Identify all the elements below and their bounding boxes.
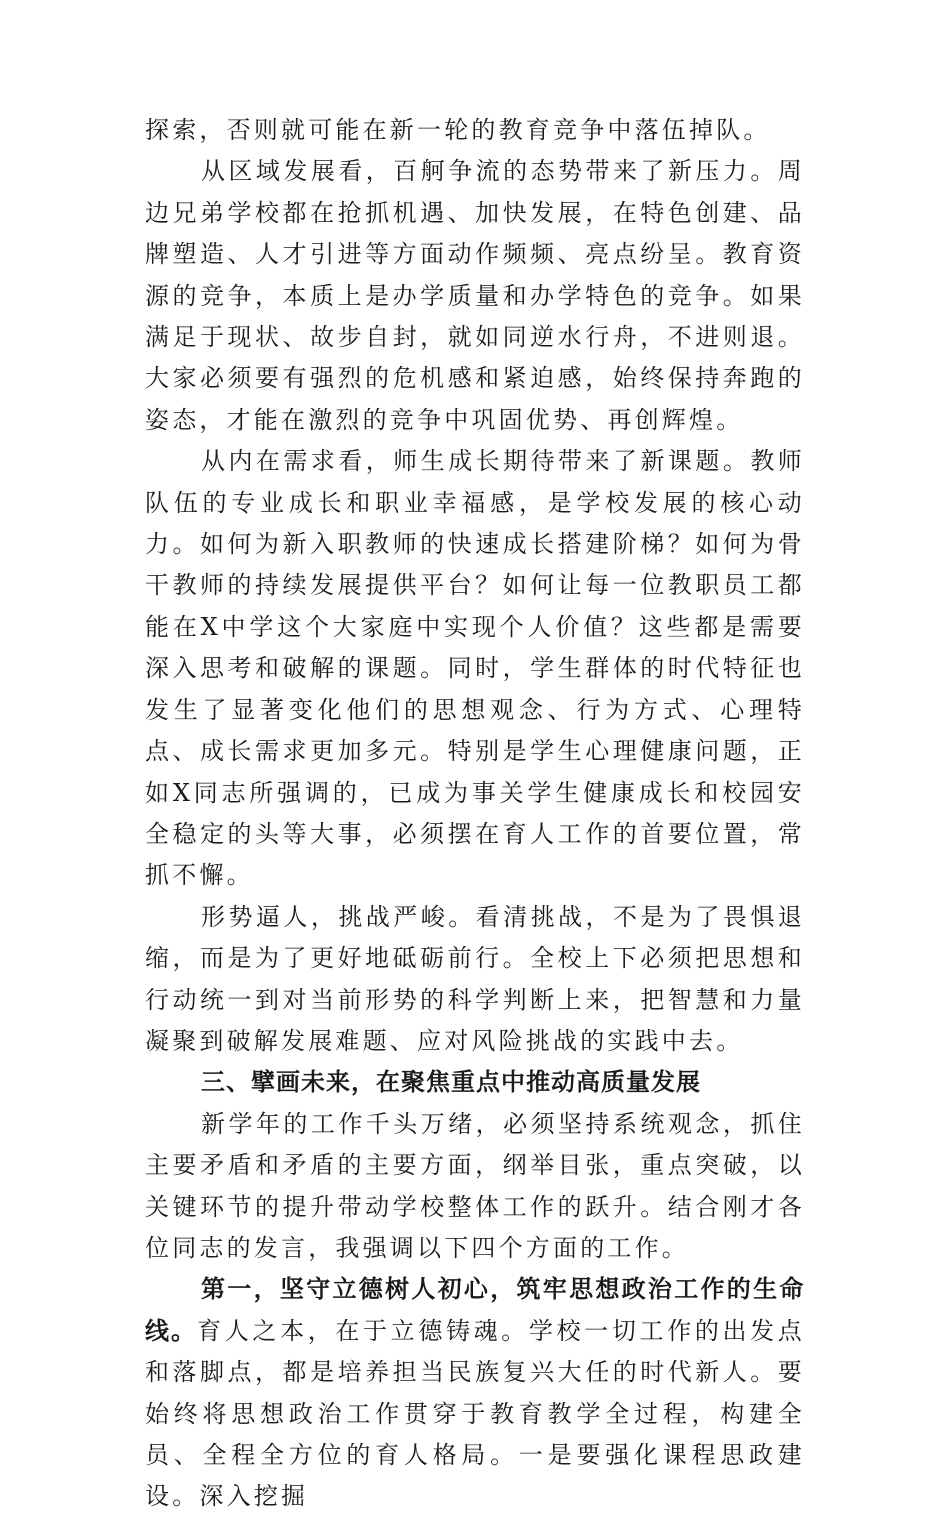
point-one-body: 育人之本，在于立德铸魂。学校一切工作的出发点和落脚点，都是培养担当民族复兴大任的时代新人。要始终将思想政治工作贯穿于教育教学全过程，构建全员、全程全方位的育人格局。一是要强化课程思政建设。深入挖掘 — [145, 1316, 805, 1511]
paragraph-work-overview: 新学年的工作千头万绪，必须坚持系统观念，抓住主要矛盾和矛盾的主要方面，纲举目张，重点突破，以关键环节的提升带动学校整体工作的跃升。结合刚才各位同志的发言，我强调以下四个方面的工作。 — [145, 1109, 805, 1262]
paragraph-point-one — [145, 1269, 805, 1517]
paragraph-situation-summary: 形势逼人，挑战严峻。看清挑战，不是为了畏惧退缩，而是为了更好地砥砺前行。全校上下必须把思想和行动统一到对当前形势的科学判断上来，把智慧和力量凝聚到破解发展难题、应对风险挑战的实践中去。 — [145, 902, 805, 1055]
document-body — [145, 110, 805, 1518]
paragraph-continuation: 探索，否则就可能在新一轮的教育竞争中落伍掉队。 — [145, 116, 771, 144]
paragraph-regional-development: 从区域发展看，百舸争流的态势带来了新压力。周边兄弟学校都在抢抓机遇、加快发展，在特色创建、品牌塑造、人才引进等方面动作频频、亮点纷呈。教育资源的竞争，本质上是办学质量和办学特色的竞争。如果满足于现状、故步自封，就如同逆水行舟，不进则退。大家必须要有强烈的危机感和紧迫感，始终保持奔跑的姿态，才能在激烈的竞争中巩固优势、再创辉煌。 — [145, 157, 805, 434]
point-one-lead: 第一，坚守立德树人初心，筑牢思想政治工作的生命线。 — [145, 1275, 805, 1345]
paragraph-internal-needs: 从内在需求看，师生成长期待带来了新课题。教师队伍的专业成长和职业幸福感，是学校发展的核心动力。如何为新入职教师的快速成长搭建阶梯？如何为骨干教师的持续发展提供平台？如何让每一位教职员工都能在X中学这个大家庭中实现个人价值？这些都是需要深入思考和破解的课题。同时，学生群体的时代特征也发生了显著变化他们的思想观念、行为方式、心理特点、成长需求更加多元。特别是学生心理健康问题，正如X同志所强调的，已成为事关学生健康成长和校园安全稳定的头等大事，必须摆在育人工作的首要位置，常抓不懈。 — [145, 447, 805, 890]
section-heading: 三、擘画未来，在聚焦重点中推动高质量发展 — [201, 1068, 701, 1097]
